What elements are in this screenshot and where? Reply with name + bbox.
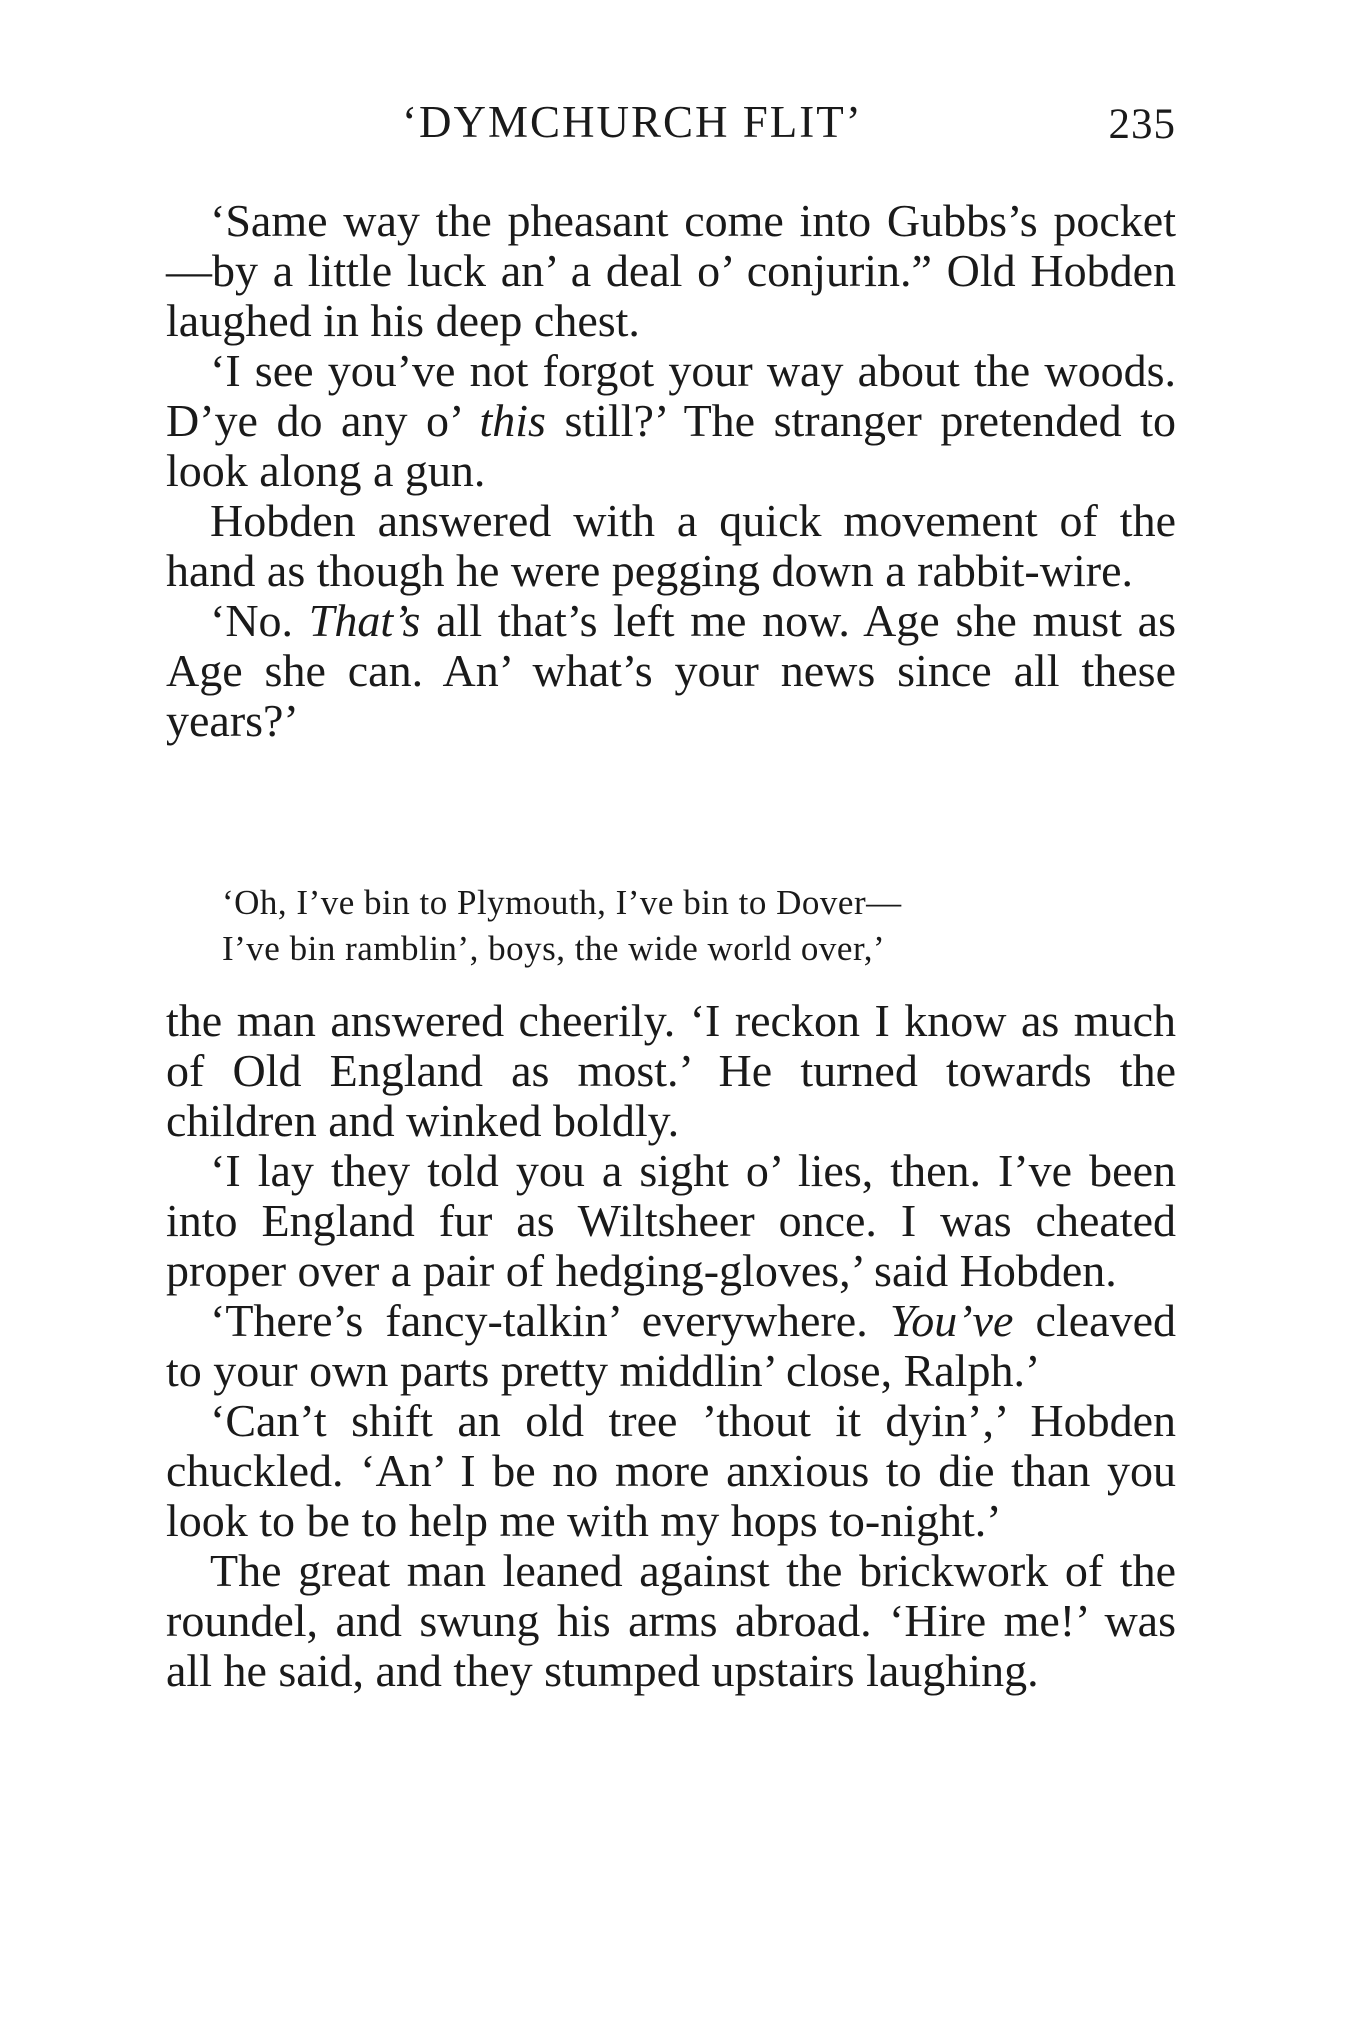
text-run: all that’s left me now. Age she must as Age she can. An’ what’s your news since all these years?’ xyxy=(166,595,1176,746)
italic-text: That’s xyxy=(308,595,421,646)
text-run: The great man leaned against the brickwork of the roundel, and swung his arms abroad. ‘Hire me!’ was all he said, and they stumped upstairs laughing. xyxy=(166,1545,1176,1696)
text-run: Hobden answered with a quick movement of the hand as though he were pegging down a rabbit-wire. xyxy=(166,495,1176,596)
text-run: ‘I see you’ve not forgot your way about the woods. D’ye do any o’ xyxy=(166,345,1176,446)
italic-text: You’ve xyxy=(889,1295,1014,1346)
text-run: ‘Can’t shift an old tree ’thout it dyin’,’ Hobden chuckled. ‘An’ I be no more anxious to die than you look to be to help me with my hops to-night.’ xyxy=(166,1395,1176,1546)
paragraph xyxy=(166,596,1176,746)
paragraph xyxy=(166,1146,1176,1296)
text-run: ‘I lay they told you a sight o’ lies, then. I’ve been into England fur as Wiltsheer once. I was cheated proper over a pair of hedging-gloves,’ said Hobden. xyxy=(166,1145,1176,1296)
text-run: the man answered cheerily. ‘I reckon I know as much of Old England as most.’ He turned towards the children and winked boldly. xyxy=(166,995,1176,1146)
paragraph xyxy=(166,196,1176,346)
paragraph xyxy=(166,1396,1176,1546)
verse-quotation xyxy=(222,880,1122,972)
paragraph xyxy=(166,496,1176,596)
text-run: still?’ The stranger pretended to look along a gun. xyxy=(166,395,1177,496)
italic-text: this xyxy=(479,395,546,446)
page-number: 235 xyxy=(1108,101,1176,148)
paragraph xyxy=(166,346,1176,496)
verse-line: ‘Oh, I’ve bin to Plymouth, I’ve bin to Dover— xyxy=(222,883,902,922)
text-block-lower xyxy=(166,996,1176,1696)
text-run: ‘There’s fancy-talkin’ everywhere. xyxy=(210,1295,890,1346)
paragraph xyxy=(166,1296,1176,1396)
text-run: cleaved to your own parts pretty middlin’ close, Ralph.’ xyxy=(166,1295,1176,1396)
page-header xyxy=(166,96,1176,156)
verse-line: I’ve bin ramblin’, boys, the wide world over,’ xyxy=(222,929,886,968)
paragraph xyxy=(166,1546,1176,1696)
text-run: ‘Same way the pheasant come into Gubbs’s pocket—by a little luck an’ a deal o’ conjurin.” Old Hobden laughed in his deep chest. xyxy=(166,195,1176,346)
text-run: ‘No. xyxy=(210,595,309,646)
text-block-upper xyxy=(166,196,1176,746)
running-title: ‘DYMCHURCH FLIT’ xyxy=(402,97,863,147)
paragraph xyxy=(166,996,1176,1146)
